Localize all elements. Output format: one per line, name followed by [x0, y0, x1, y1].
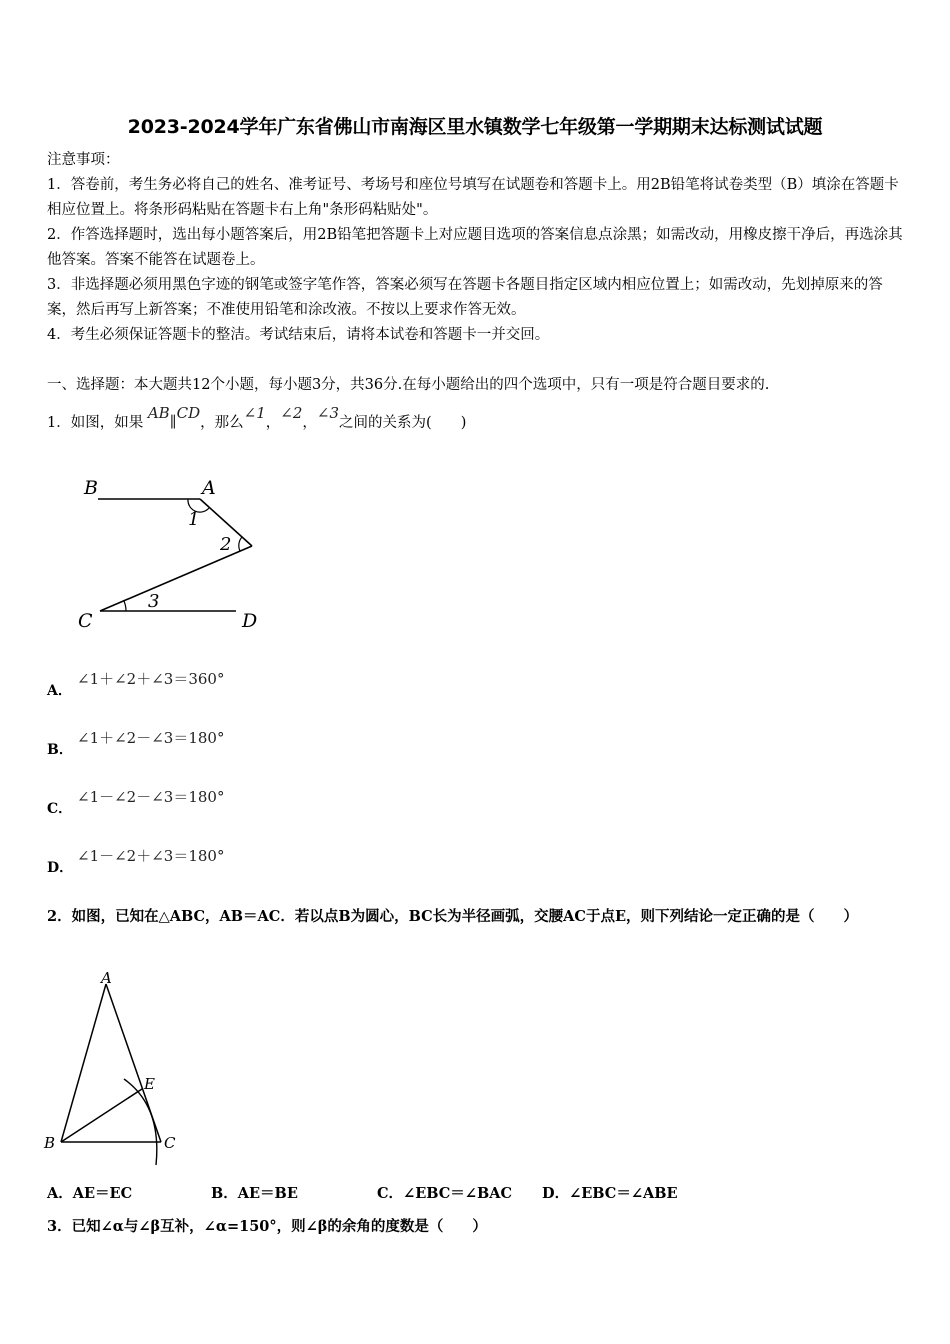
- label-a: A: [101, 969, 112, 987]
- option-expression: ∠1－∠2－∠3＝180°: [77, 788, 225, 806]
- label-1: 1: [188, 509, 200, 530]
- q2-figure: [40, 966, 190, 1171]
- section-heading: 一、选择题：本大题共12个小题，每小题3分，共36分.在每小题给出的四个选项中，只有一项是符合题目要求的.: [47, 377, 770, 393]
- q1-suffix: 之间的关系为( ): [339, 415, 467, 431]
- side-ab: [61, 984, 106, 1142]
- q1-sep: ，: [265, 415, 281, 431]
- label-c: C: [164, 1134, 176, 1152]
- note-item: 3．非选择题必须用黑色字迹的钢笔或签字笔作答，答案必须写在答题卡各题目指定区域内相应位置上；如需改动，先划掉原来的答案，然后再写上新答案；不准使用铅笔和涂改液。不按以上要求作答无效。: [47, 277, 883, 318]
- q1-ab: AB: [147, 404, 170, 422]
- option-label: A．: [47, 683, 72, 699]
- line-vertex-c: [100, 546, 252, 611]
- q2-option-d[interactable]: D．∠EBC＝∠ABE: [542, 1185, 678, 1202]
- q1-mid: ，那么: [200, 415, 244, 431]
- q1-parallel-symbol: ∥: [169, 413, 177, 431]
- option-expression: ∠1－∠2＋∠3＝180°: [77, 847, 225, 865]
- label-d: D: [242, 610, 258, 632]
- q1-prefix: 1．如图，如果: [47, 415, 144, 431]
- option-expression: ∠1＋∠2－∠3＝180°: [77, 729, 225, 747]
- label-b: B: [44, 1134, 56, 1152]
- note-item: 2．作答选择题时，选出每小题答案后，用2B铅笔把答题卡上对应题目选项的答案信息点涂黑；如需改动，用橡皮擦干净后，再选涂其他答案。答案不能答在试题卷上。: [47, 227, 903, 268]
- q1-sep: ，: [302, 415, 317, 431]
- question-1-stem: [47, 404, 907, 436]
- q1-angle-3: ∠3: [316, 404, 340, 422]
- notes-heading: 注意事项：: [47, 152, 120, 168]
- q2-option-b[interactable]: B．AE＝BE: [211, 1185, 298, 1202]
- label-a: A: [202, 477, 216, 499]
- q1-angle-2: ∠2: [280, 404, 303, 422]
- label-e: E: [144, 1075, 155, 1093]
- note-item: 1．答卷前，考生务必将自己的姓名、准考证号、考场号和座位号填写在试题卷和答题卡上。用2B铅笔将试卷类型（B）填涂在答题卡相应位置上。将条形码粘贴在答题卡右上角"条形码粘贴处"。: [47, 177, 899, 218]
- label-2: 2: [220, 534, 232, 555]
- note-item: 4．考生必须保证答题卡的整洁。考试结束后，请将本试卷和答题卡一并交回。: [47, 327, 550, 343]
- option-expression: ∠1＋∠2＋∠3＝360°: [77, 670, 225, 688]
- q1-figure: [70, 470, 280, 635]
- q1-cd: CD: [176, 404, 201, 422]
- label-b: B: [84, 477, 98, 499]
- label-3: 3: [148, 591, 160, 612]
- angle-3-arc: [124, 601, 126, 611]
- question-3-stem: 3．已知∠α与∠β互补，∠α=150°，则∠β的余角的度数是（ ）: [47, 1218, 487, 1235]
- q2-option-a[interactable]: A．AE＝EC: [47, 1185, 133, 1202]
- option-label: D．: [47, 860, 74, 876]
- option-label: C．: [47, 801, 73, 817]
- question-2-stem: 2．如图，已知在△ABC，AB＝AC．若以点B为圆心，BC长为半径画弧，交腰AC于点E，则下列结论一定正确的是（ ）: [47, 908, 859, 925]
- notes-block: [47, 148, 907, 348]
- q1-angle-1: ∠1: [243, 404, 266, 422]
- option-label: B．: [47, 742, 73, 758]
- angle-2-arc: [239, 537, 242, 551]
- q2-option-c[interactable]: C．∠EBC＝∠BAC: [377, 1185, 513, 1202]
- label-c: C: [78, 610, 93, 632]
- page-title: 2023-2024学年广东省佛山市南海区里水镇数学七年级第一学期期末达标测试试题: [127, 116, 823, 138]
